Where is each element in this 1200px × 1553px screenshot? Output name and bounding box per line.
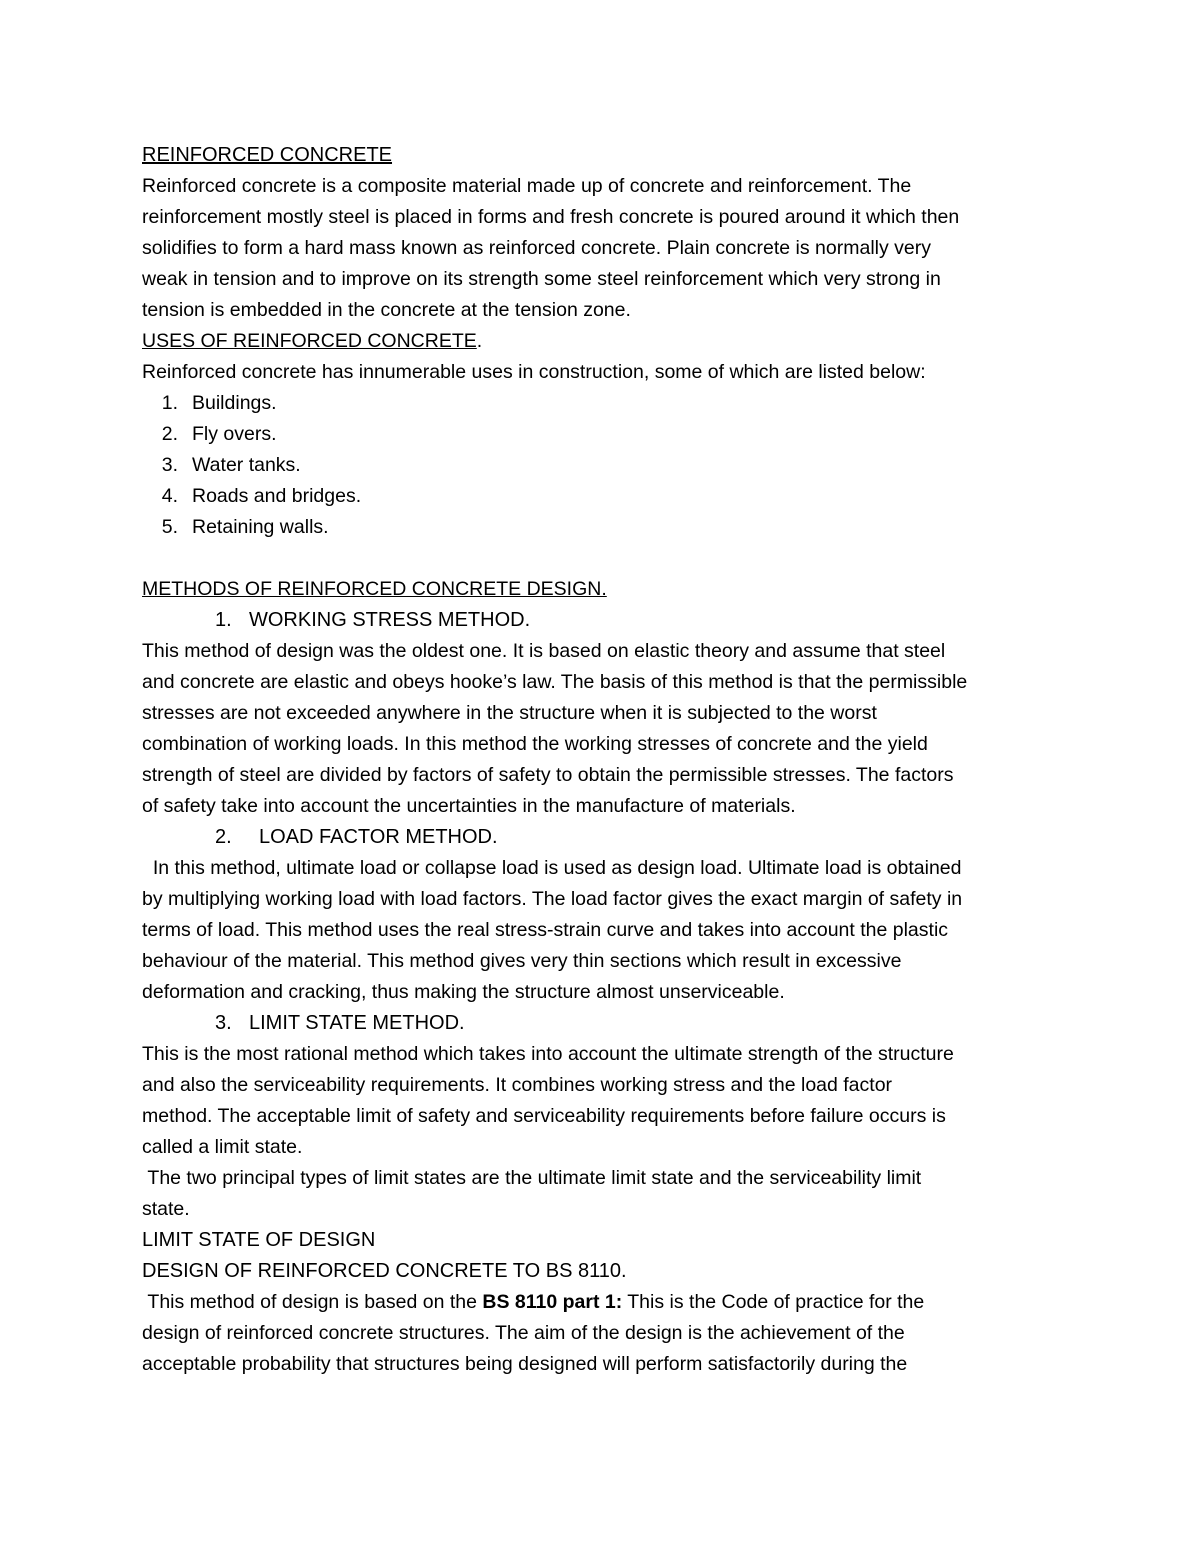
intro-line: reinforcement mostly steel is placed in forms and fresh concrete is poured around it which then <box>142 206 960 228</box>
limit-state-paragraph: This is the most rational method which takes into account the ultimate strength of the structure and also the serviceability requirements. It combines working stress and the load factor method. The acceptable limit of safety and serviceability requirements before failure occurs is called a limit state. The two principal types of limit states are the ultimate limit state and the serviceability limit state. <box>142 1043 954 1220</box>
list-item: 4. Roads and bridges. <box>161 485 362 507</box>
intro-line: tension is embedded in the concrete at the tension zone. <box>142 299 631 321</box>
uses-intro: Reinforced concrete has innumerable uses in construction, some of which are listed below: <box>142 361 926 383</box>
load-factor-heading: 2. LOAD FACTOR METHOD. <box>215 826 498 848</box>
limit-state-heading: 3. LIMIT STATE METHOD. <box>215 1012 465 1034</box>
intro-paragraph <box>142 171 1072 326</box>
uses-list <box>142 388 1072 543</box>
document-page <box>142 140 1072 1380</box>
bs8110-first-line: This method of design is based on the BS 8110 part 1: This is the Code of practice for the <box>142 1291 925 1313</box>
uses-heading: USES OF REINFORCED CONCRETE <box>142 330 477 352</box>
paragraph-gap <box>142 543 1072 574</box>
bs8110-paragraph: This method of design is based on the BS 8110 part 1: This is the Code of practice for the design of reinforced concrete structures. The aim of the design is the achievement of the acceptable probability that structures being designed will perform satisfactorily during the <box>142 1287 1072 1380</box>
list-item: 5. Retaining walls. <box>161 516 329 538</box>
list-item: 3. Water tanks. <box>161 454 301 476</box>
uses-heading-suffix: . <box>476 330 483 352</box>
bs8110-code-ref: BS 8110 part 1: <box>482 1291 623 1313</box>
load-factor-paragraph: In this method, ultimate load or collapse load is used as design load. Ultimate load is obtained by multiplying working load with load factors. The load factor gives the exact margin of safety in terms of load. This method uses the real stress-strain curve and takes into account the plastic behaviour of the material. This method gives very thin sections which result in excessive deformation and cracking, thus making the structure almost unserviceable. <box>142 857 963 1003</box>
working-stress-paragraph: This method of design was the oldest one. It is based on elastic theory and assume that steel and concrete are elastic and obeys hooke’s law. The basis of this method is that the permissible stresses are not exceeded anywhere in the structure when it is subjected to the worst combination of working loads. In this method the working stresses of concrete and the yield strength of steel are divided by factors of safety to obtain the permissible stresses. The factors of safety take into account the uncertainties in the manufacture of materials. <box>142 640 968 817</box>
limit-state-design-heading: LIMIT STATE OF DESIGN <box>142 1229 376 1251</box>
intro-line: weak in tension and to improve on its strength some steel reinforcement which very strong in <box>142 268 941 290</box>
methods-heading: METHODS OF REINFORCED CONCRETE DESIGN. <box>142 578 607 600</box>
working-stress-heading: 1. WORKING STRESS METHOD. <box>215 609 531 631</box>
bs8110-heading: DESIGN OF REINFORCED CONCRETE TO BS 8110. <box>142 1260 627 1282</box>
intro-line: solidifies to form a hard mass known as reinforced concrete. Plain concrete is normally very <box>142 237 931 259</box>
intro-line: Reinforced concrete is a composite material made up of concrete and reinforcement. The <box>142 175 912 197</box>
list-item: 2. Fly overs. <box>161 423 277 445</box>
uses-heading-line <box>142 326 1072 357</box>
document-title: REINFORCED CONCRETE <box>142 144 393 166</box>
list-item: 1. Buildings. <box>161 392 277 414</box>
